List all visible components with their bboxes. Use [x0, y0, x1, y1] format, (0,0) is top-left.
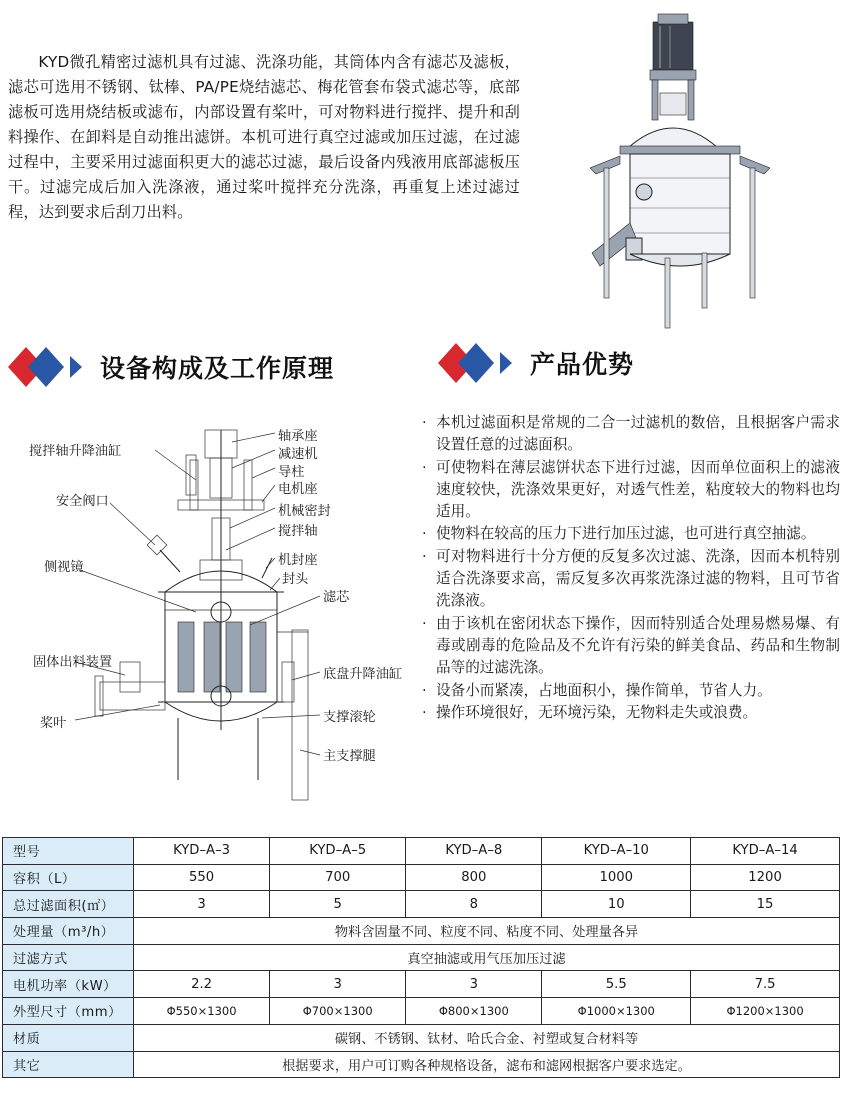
intro-paragraph: KYD微孔精密过滤机具有过滤、洗涤功能，其筒体内含有滤芯及滤板，滤芯可选用不锈钢、钛棒、PA/PE烧结滤芯、梅花管套布袋式滤芯等，底部滤板可选用烧结板或滤布，内部设置有桨叶，可对物料进行搅拌、提升和刮料操作、在卸料是自动推出滤饼。本机可进行真空过滤或加压过滤，在过滤过程中，主要采用过滤面积更大的滤芯过滤，最后设备内残液用底部滤板压干。过滤完成后加入洗涤液，通过桨叶搅拌充分洗涤，再重复上述过滤过程，达到要求后刮刀出料。 — [8, 53, 520, 221]
advantages-list — [420, 412, 840, 724]
label-agitator-cylinder: 搅拌轴升降油缸 — [29, 444, 122, 459]
label-mech-seal: 机械密封 — [278, 504, 331, 519]
table-cell: Φ800×1300 — [406, 998, 542, 1025]
table-cell: 15 — [691, 891, 840, 918]
table-cell: KYD–A–3 — [134, 838, 270, 865]
table-cell: Φ1000×1300 — [542, 998, 691, 1025]
table-cell: KYD–A–5 — [270, 838, 406, 865]
label-chassis-cylinder: 底盘升降油缸 — [323, 667, 403, 682]
label-safety-valve: 安全阀口 — [56, 494, 109, 509]
advantage-item: · 设备小而紧凑，占地面积小，操作简单，节省人力。 — [422, 681, 772, 699]
advantage-item: · 使物料在较高的压力下进行加压过滤，也可进行真空抽滤。 — [422, 525, 816, 543]
table-cell: 7.5 — [691, 971, 840, 998]
label-filter-core: 滤芯 — [323, 590, 350, 605]
table-row — [3, 971, 840, 998]
table-row — [3, 891, 840, 918]
label-solid-discharge: 固体出料装置 — [33, 655, 113, 670]
table-cell: 5.5 — [542, 971, 691, 998]
table-cell: KYD–A–8 — [406, 838, 542, 865]
table-cell: 700 — [270, 864, 406, 891]
label-reducer: 减速机 — [278, 447, 318, 462]
table-cell: 2.2 — [134, 971, 270, 998]
table-cell: Φ700×1300 — [270, 998, 406, 1025]
advantage-item: · 由于该机在密闭状态下操作，因而特别适合处理易燃易爆、有毒或剧毒的危险品及不允许有污染的鲜美食品、药品和生物制品等的过滤洗涤。 — [422, 614, 840, 677]
label-sight-glass: 侧视镜 — [44, 560, 84, 575]
table-cell: 8 — [406, 891, 542, 918]
table-cell: KYD–A–10 — [542, 838, 691, 865]
row-label: 容积（L） — [3, 864, 134, 891]
advantage-item: · 操作环境很好，无环境污染，无物料走失或浪费。 — [422, 703, 758, 721]
table-cell: 根据要求，用户可订购各种规格设备，滤布和滤网根据客户要求选定。 — [134, 1051, 840, 1078]
row-label: 处理量（m³/h） — [3, 918, 134, 945]
row-label: 型号 — [3, 838, 134, 865]
advantages-title: 产品优势 — [530, 350, 635, 379]
table-row — [3, 918, 840, 945]
row-label: 外型尺寸（mm） — [3, 998, 134, 1025]
row-label: 电机功率（kW） — [3, 971, 134, 998]
table-cell: Φ550×1300 — [134, 998, 270, 1025]
row-label: 材质 — [3, 1024, 134, 1051]
advantage-item: · 可使物料在薄层滤饼状态下进行过滤，因而单位面积上的滤液速度较快，洗涤效果更好，对透气性差，粘度较大的物料也均适用。 — [422, 458, 840, 521]
row-label: 其它 — [3, 1051, 134, 1078]
label-paddle: 桨叶 — [40, 716, 67, 731]
table-row — [3, 864, 840, 891]
table-cell: 物料含固量不同、粒度不同、粘度不同、处理量各异 — [134, 918, 840, 945]
row-label: 过滤方式 — [3, 944, 134, 971]
table-cell: 5 — [270, 891, 406, 918]
table-cell: 3 — [406, 971, 542, 998]
table-cell: 550 — [134, 864, 270, 891]
table-row — [3, 1051, 840, 1078]
table-cell: Φ1200×1300 — [691, 998, 840, 1025]
label-main-leg: 主支撑腿 — [323, 749, 376, 764]
table-cell: KYD–A–14 — [691, 838, 840, 865]
row-label: 总过滤面积(㎡） — [3, 891, 134, 918]
table-cell: 800 — [406, 864, 542, 891]
table-cell: 10 — [542, 891, 691, 918]
diamond-arrow-icon — [8, 344, 94, 390]
diamond-arrow-icon — [438, 340, 524, 386]
spec-table — [2, 837, 840, 1078]
advantage-item: · 本机过滤面积是常规的二合一过滤机的数倍，且根据客户需求设置任意的过滤面积。 — [422, 414, 840, 454]
label-seal-seat: 机封座 — [278, 553, 318, 568]
section-title-structure — [8, 344, 334, 390]
label-bearing-seat: 轴承座 — [278, 429, 318, 444]
table-cell: 3 — [134, 891, 270, 918]
table-cell: 真空抽滤或用气压加压过滤 — [134, 944, 840, 971]
table-row — [3, 1024, 840, 1051]
label-agitator-shaft: 搅拌轴 — [278, 524, 318, 539]
table-cell: 碳钢、不锈钢、钛材、哈氏合金、衬塑或复合材料等 — [134, 1024, 840, 1051]
table-row — [3, 998, 840, 1025]
table-cell: 1200 — [691, 864, 840, 891]
structure-title: 设备构成及工作原理 — [100, 354, 335, 383]
machine-drawing — [590, 8, 770, 333]
label-head: 封头 — [282, 572, 309, 587]
table-cell: 3 — [270, 971, 406, 998]
table-row — [3, 944, 840, 971]
table-row — [3, 838, 840, 865]
advantage-item: · 可对物料进行十分方便的反复多次过滤、洗涤，因而本机特别适合洗涤要求高，需反复多次再浆洗涤过滤的物料，且可节省洗涤液。 — [422, 547, 840, 610]
label-support-roller: 支撑滚轮 — [323, 710, 376, 725]
label-motor-seat: 电机座 — [278, 482, 318, 497]
label-guide-post: 导柱 — [278, 465, 305, 480]
section-title-advantages — [438, 340, 634, 386]
table-cell: 1000 — [542, 864, 691, 891]
